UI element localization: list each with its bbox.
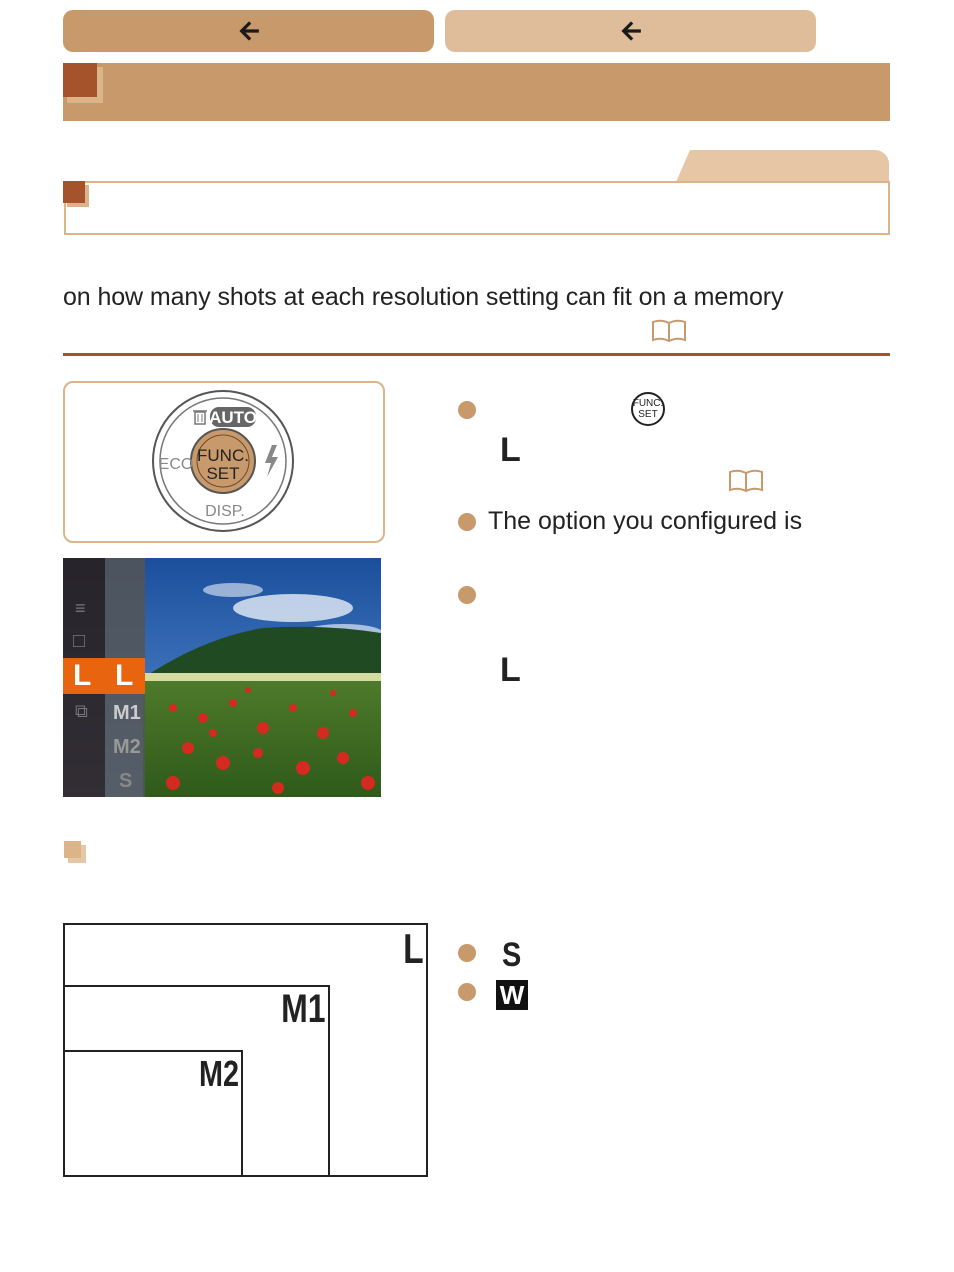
bullet-2 (458, 513, 476, 531)
resolution-w-label: W (499, 980, 525, 1010)
control-dial-panel (63, 381, 385, 543)
arrow-left-icon (620, 20, 642, 42)
intro-text: on how many shots at each resolution setting can fit on a memory (63, 283, 784, 311)
dial-left-label: ECO (158, 456, 194, 473)
menu-right-item-4[interactable]: S (119, 770, 133, 792)
menu-left-item-3[interactable]: L (73, 659, 92, 692)
resolution-w-icon (496, 980, 528, 1010)
arrow-left-icon (238, 20, 260, 42)
chapter-header (63, 63, 890, 121)
section-header (64, 181, 890, 235)
step3-mode-icon: L (500, 651, 521, 689)
bullet-3 (458, 586, 476, 604)
resolution-label-m1: M1 (281, 987, 326, 1031)
bullet-w (458, 983, 476, 1001)
func-set-icon (631, 392, 665, 426)
confirm-text: The option you configured is (488, 507, 803, 535)
book-reference-icon[interactable] (651, 319, 687, 343)
back-button[interactable] (445, 10, 816, 52)
bullet-s (458, 944, 476, 962)
menu-left-item-2: □ (73, 630, 86, 652)
section-marker (63, 181, 85, 203)
control-dial-illustration (65, 383, 383, 541)
section-divider (63, 353, 890, 356)
subsection-marker (64, 841, 81, 858)
chapter-marker (63, 63, 97, 97)
book-reference-icon[interactable] (728, 469, 764, 493)
menu-left-item-4: ⧉ (75, 701, 88, 721)
camera-screen-photo (63, 558, 381, 797)
section-tab (676, 150, 889, 182)
menu-right-item-2[interactable]: M1 (113, 702, 141, 724)
bullet-1 (458, 401, 476, 419)
previous-page-button[interactable] (63, 10, 434, 52)
func-icon-line1: FUNC. (632, 398, 664, 409)
func-set-label-1: FUNC. (197, 446, 249, 465)
menu-right-item-1[interactable]: L (115, 659, 134, 692)
resolution-label-m2: M2 (198, 1053, 239, 1094)
dial-bottom-label: DISP. (205, 503, 245, 520)
dial-top-label: AUTO (209, 408, 257, 427)
resolution-s-icon: S (502, 936, 522, 974)
step1-mode-icon: L (500, 431, 521, 469)
menu-left-item-1: ≡ (75, 598, 86, 618)
resolution-label-l: L (403, 925, 424, 972)
func-icon-line2: SET (638, 409, 658, 420)
resolution-diagram (63, 923, 428, 1177)
menu-right-item-3[interactable]: M2 (113, 736, 141, 758)
func-set-label-2: SET (206, 464, 240, 483)
